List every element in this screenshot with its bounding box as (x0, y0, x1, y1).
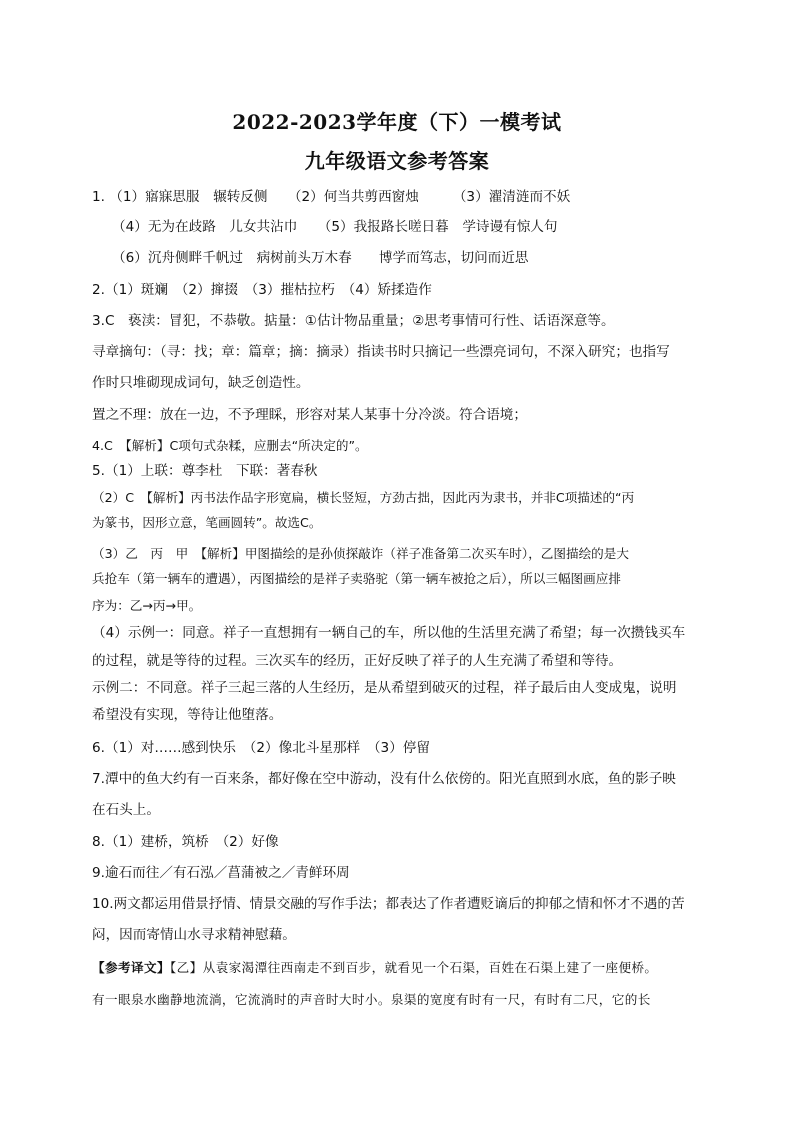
translation-line-2: 有一眼泉水幽静地流淌，它流淌时的声音时大时小。泉渠的宽度有时有一尺，有时有二尺，它的长 (92, 992, 651, 1007)
answer-q1-line-2: （4）无为在歧路 儿女共沾巾 （5）我报路长嗟日暮 学诗谩有惊人句 (112, 219, 558, 235)
answer-q10-line-2: 闷，因而寄情山水寻求精神慰藉。 (92, 927, 296, 943)
answer-q5-part-3-line-3: 序为：乙→丙→甲。 (92, 598, 202, 613)
answer-q5-part-2-line-2: 为篆书，因形立意，笔画圆转”。故选C。 (92, 515, 322, 530)
answer-q1-line-3: （6）沉舟侧畔千帆过 病树前头万木春 博学而笃志，切问而近思 (112, 250, 529, 266)
answer-q5-part-4-line-4: 希望没有实现，等待让他堕落。 (92, 707, 283, 723)
answer-q3-line-1: 3.C 亵渎：冒犯，不恭敬。掂量：①估计物品重量；②思考事情可行性、话语深意等。 (92, 313, 615, 329)
answer-q2: 2.（1）斑斓 （2）撺掇 （3）摧枯拉朽 （4）矫揉造作 (92, 282, 432, 298)
answer-q1-line-1: 1. （1）寤寐思服 辗转反侧 （2）何当共剪西窗烛 （3）濯清涟而不妖 (92, 189, 571, 205)
translation-label: 【参考译文】 (92, 960, 170, 975)
exam-title: 2022-2023学年度（下）一模考试 (232, 110, 562, 134)
answer-q5-part-4-line-2: 的过程，就是等待的过程。三次买车的经历，正好反映了祥子的人生充满了希望和等待。 (92, 653, 623, 669)
translation-text-1: 【乙】从袁家渴潭往西南走不到百步，就看见一个石渠，百姓在石渠上建了一座便桥。 (169, 960, 658, 975)
answer-q5-part-3-line-1: （3）乙 丙 甲 【解析】甲图描绘的是孙侦探敲诈（祥子准备第二次买车时），乙图描绘的是大 (92, 546, 629, 561)
answer-q5-part-4-line-3: 示例二：不同意。祥子三起三落的人生经历，是从希望到破灭的过程，祥子最后由人变成鬼，说明 (92, 680, 677, 696)
answer-q10-line-1: 10.两文都运用借景抒情、情景交融的写作手法；都表达了作者遭贬谪后的抑郁之情和怀才不遇的苦 (92, 896, 685, 912)
answer-q8: 8.（1）建桥，筑桥 （2）好像 (92, 834, 279, 850)
answer-q4: 4.C 【解析】C项句式杂糅，应删去“所决定的”。 (92, 438, 368, 453)
answer-key-subtitle: 九年级语文参考答案 (304, 149, 490, 173)
answer-q7-line-2: 在石头上。 (92, 802, 160, 818)
answer-q7-line-1: 7.潭中的鱼大约有一百来条，都好像在空中游动，没有什么依傍的。阳光直照到水底，鱼的影子映 (92, 771, 676, 787)
answer-q5-part-3-line-2: 兵抢车（第一辆车的遭遇），丙图描绘的是祥子卖骆驼（第一辆车被抢之后），所以三幅图画应排 (92, 571, 621, 586)
answer-q5-part-1: 5.（1）上联：尊李杜 下联：著春秋 (92, 463, 318, 479)
answer-q5-part-2-line-1: （2）C 【解析】丙书法作品字形宽扁，横长竖短，方劲古拙，因此丙为隶书，并非C项描述的“丙 (92, 490, 635, 505)
answer-q3-line-2: 寻章摘句：（寻：找；章：篇章；摘：摘录）指读书时只摘记一些漂亮词句，不深入研究；也指写 (92, 344, 670, 360)
answer-q6: 6.（1）对……感到快乐 （2）像北斗星那样 （3）停留 (92, 740, 430, 756)
answer-q3-line-4: 置之不理：放在一边，不予理睬，形容对某人某事十分冷淡。符合语境； (92, 407, 527, 423)
answer-q3-line-3: 作时只堆砌现成词句，缺乏创造性。 (92, 375, 310, 391)
answer-q5-part-4-line-1: （4）示例一：同意。祥子一直想拥有一辆自己的车，所以他的生活里充满了希望；每一次攒钱买车 (92, 625, 686, 641)
translation-line-1 (92, 958, 657, 978)
answer-q9: 9.逾石而往／有石泓／菖蒲被之／青鲜环周 (92, 865, 350, 881)
